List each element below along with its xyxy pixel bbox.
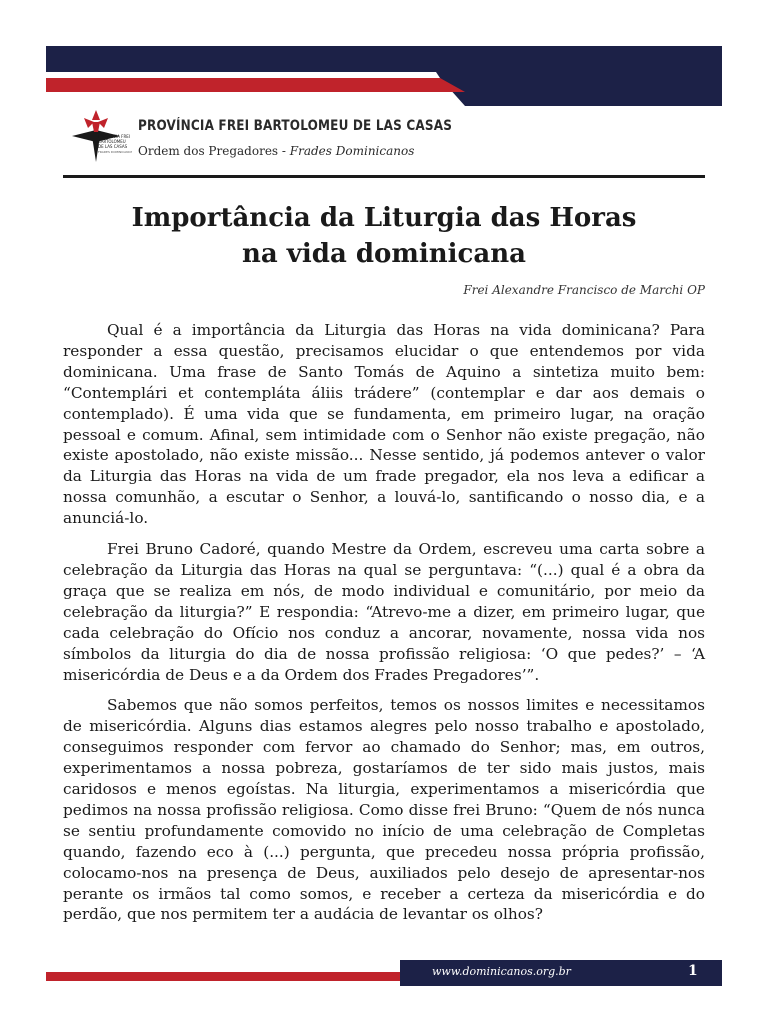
logo-text-line-2: BARTOLOMEU xyxy=(98,139,126,144)
dominican-cross-logo-icon xyxy=(70,108,132,164)
article-author: Frei Alexandre Francisco de Marchi OP xyxy=(463,283,705,297)
article-body xyxy=(63,320,705,935)
footer-red-stripe xyxy=(46,972,402,981)
footer-website-link[interactable]: www.dominicanos.org.br xyxy=(432,965,571,978)
paragraph-1: Qual é a importância da Liturgia das Horas na vida dominicana? Para responder a essa questão, precisamos elucidar o que entendemos por vida dominicana. Uma frase de Santo Tomás de Aquino a sintetiza muito bem: “Contemplári et contempláta áliis trádere” (contemplar e dar aos demais o contemplado). É uma vida que se fundamenta, em primeiro lugar, na oração pessoal e comum. Afinal, sem intimidade com o Senhor não existe pregação, não existe apostolado, não existe missão... Nesse sentido, já podemos antever o valor da Liturgia das Horas na vida de um frade pregador, ela nos leva a edificar a nossa comunhão, a escutar o Senhor, a louvá-lo, santificando o nosso dia, e a anunciá-lo. xyxy=(63,321,705,528)
order-subtitle-italic: Frades Dominicanos xyxy=(289,144,415,158)
header-decorative-band xyxy=(0,0,768,110)
logo-text-line-4: FRADES DOMINICANOS xyxy=(98,150,132,154)
page-footer xyxy=(0,960,768,990)
subtitle-separator: - xyxy=(278,144,290,158)
article-title xyxy=(63,200,705,272)
page-number: 1 xyxy=(688,963,698,979)
white-stripe-shape xyxy=(46,72,440,78)
order-subtitle xyxy=(138,144,414,158)
header-brand xyxy=(70,108,710,164)
title-line-2: na vida dominicana xyxy=(242,239,526,269)
logo-text-line-1: PROVÍNCIA FREI xyxy=(98,134,130,139)
title-line-1: Importância da Liturgia das Horas xyxy=(131,203,637,233)
paragraph-3: Sabemos que não somos perfeitos, temos os nossos limites e necessitamos de misericórdia. Alguns dias estamos alegres pelo nosso trabalho e apostolado, conseguimos responder com fervor ao chamado do Senhor; mas, em outros, experimentamos a nossa pobreza, gostaríamos de ter sido mais justos, mais caridosos e menos egoístas. Na liturgia, experimentamos a misericórdia que pedimos na nossa profissão religiosa. Como disse frei Bruno: “Quem de nós nunca se sentiu profundamente comovido no início de uma celebração de Completas quando, fazendo eco à (...) pergunta, que precedeu nossa própria profissão, colocamo-nos na presença de Deus, auxiliados pelo desejo de apresentar-nos perante os irmãos tal como somos, e receber a certeza da misericórdia e do perdão, que nos permitem ter a audácia de levantar os olhos? xyxy=(63,696,705,924)
logo-text-line-3: DE LAS CASAS xyxy=(98,144,128,149)
order-name: Ordem dos Pregadores xyxy=(138,144,279,158)
paragraph-2: Frei Bruno Cadoré, quando Mestre da Ordem, escreveu uma carta sobre a celebração da Liturgia das Horas na qual se perguntava: “(...) qual é a obra da graça que se realiza em nós, de modo individual e comunitário, por meio da celebração da liturgia?” E respondia: “Atrevo-me a dizer, em primeiro lugar, que cada celebração do Ofício nos conduz a ancorar, novamente, nossa vida nos símbolos da liturgia do dia de nossa profissão religiosa: ‘O que pedes?’ – ‘A misericórdia de Deus e a da Ordem dos Frades Pregadores’”. xyxy=(63,540,705,684)
header-divider xyxy=(63,175,705,178)
province-name: PROVÍNCIA FREI BARTOLOMEU DE LAS CASAS xyxy=(138,118,453,134)
red-band-shape xyxy=(46,78,465,92)
